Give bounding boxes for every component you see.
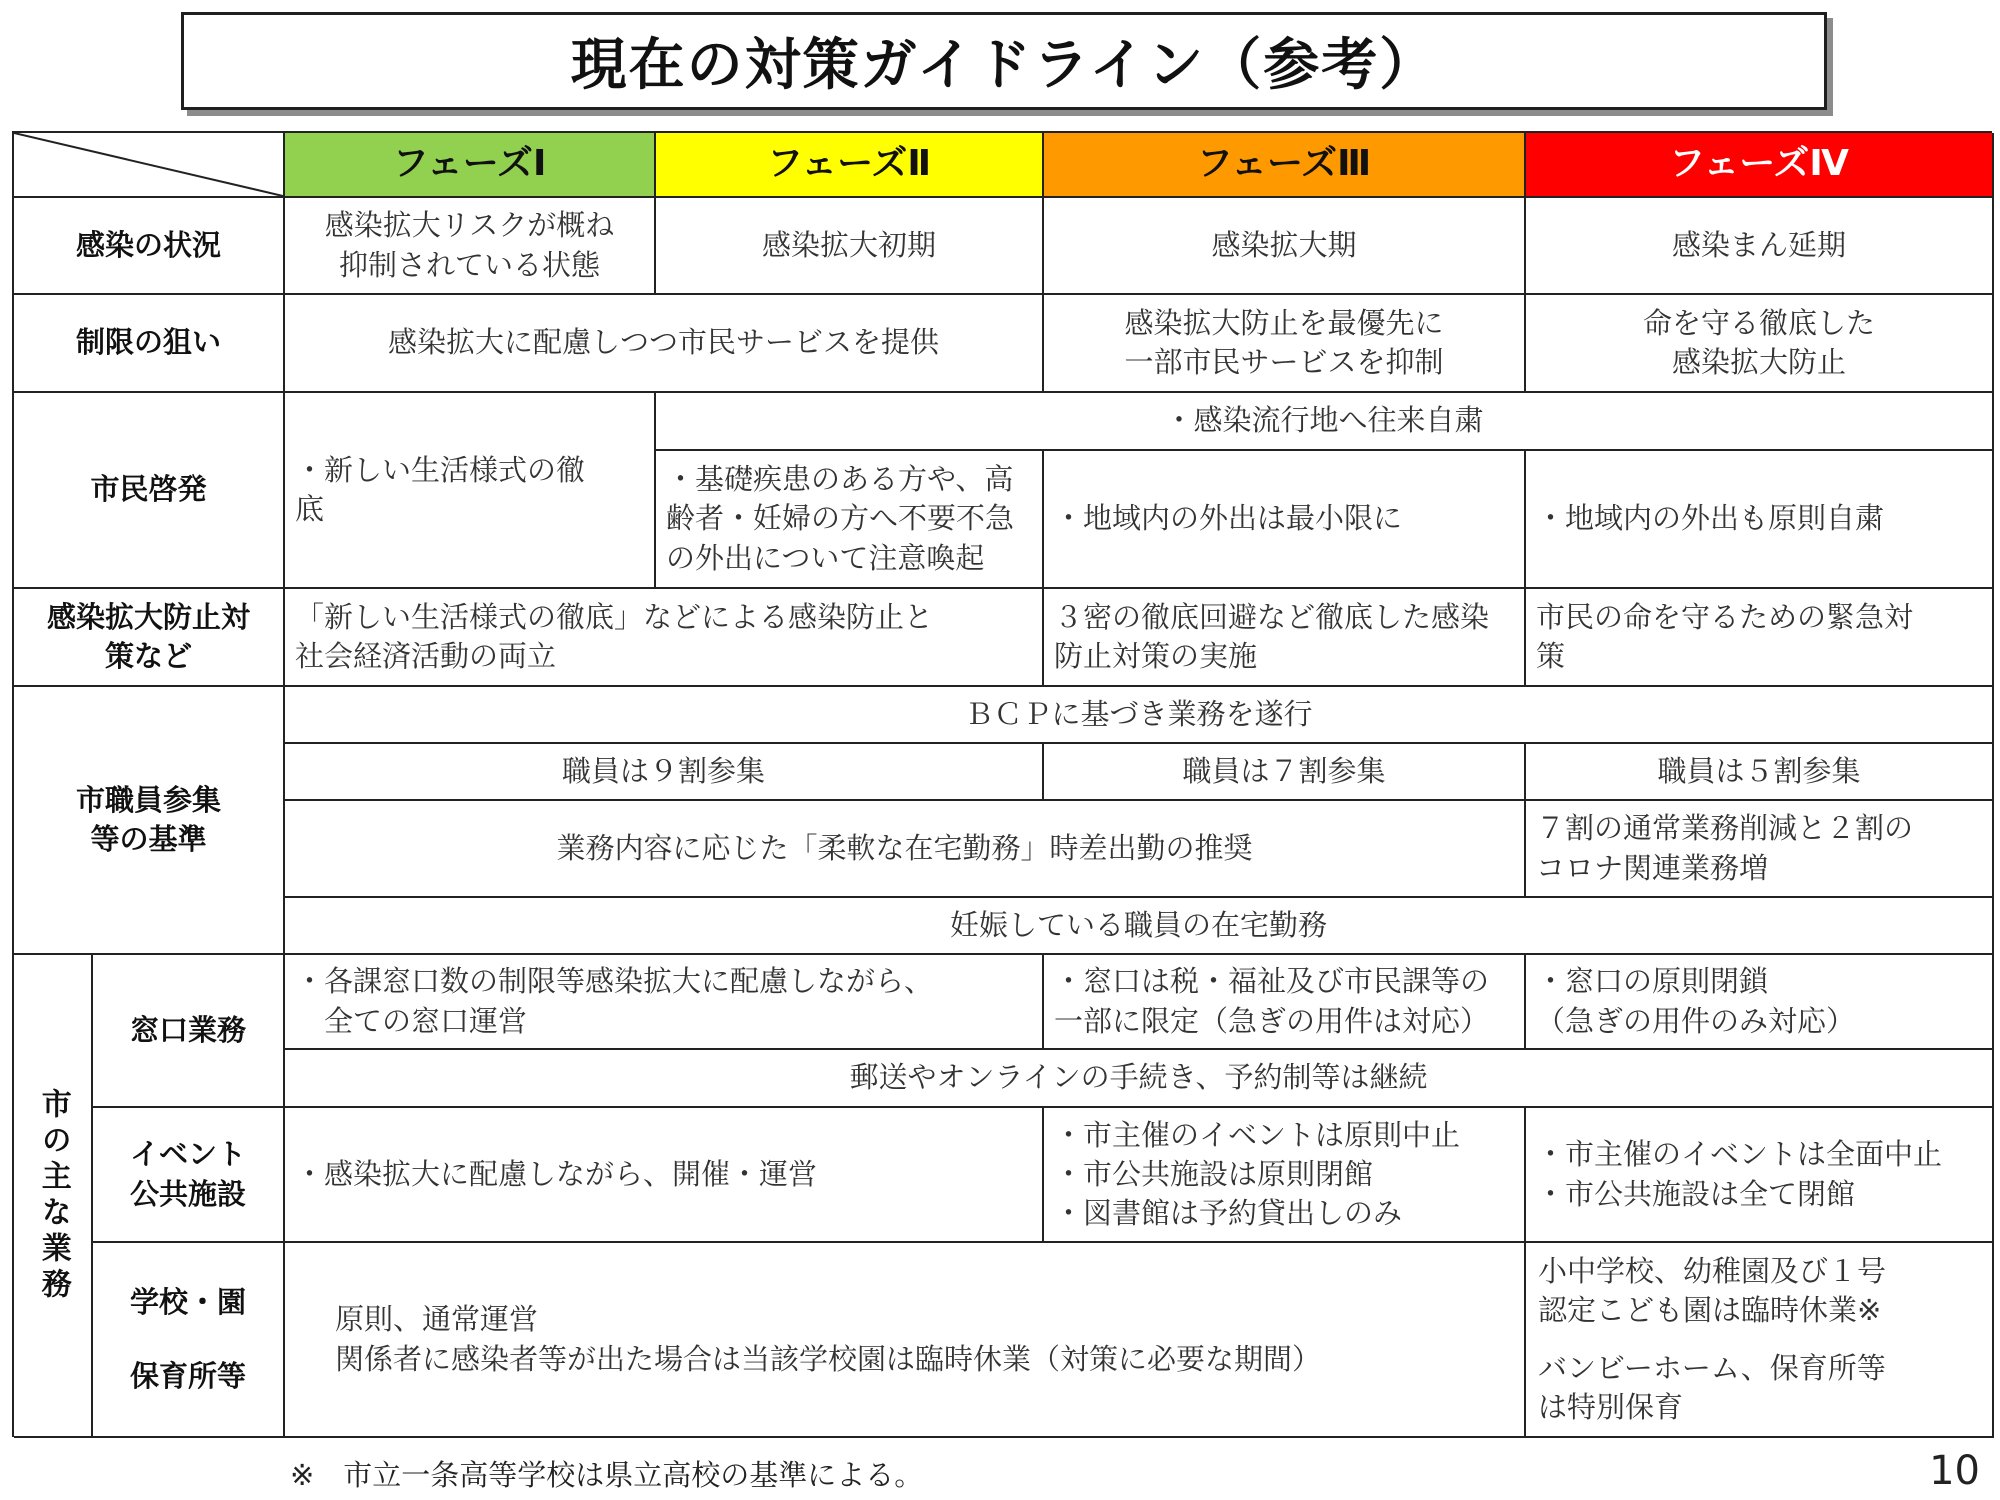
event-phase-4: ・市主催のイベントは全面中止 ・市公共施設は全て閉館 [1526, 1108, 1994, 1243]
row-label-awareness: 市民啓発 [14, 393, 285, 589]
infection-phase-4: 感染まん延期 [1526, 198, 1994, 295]
awareness-phase-3: ・地域内の外出は最小限に [1044, 451, 1526, 589]
staff-ratio-phase-3: 職員は７割参集 [1044, 744, 1526, 801]
counter-phase-1-2: ・各課窓口数の制限等感染拡大に配慮しながら、 全ての窓口運営 [285, 955, 1044, 1050]
event-phase-1-2: ・感染拡大に配慮しながら、開催・運営 [285, 1108, 1044, 1243]
aim-phase-1-2: 感染拡大に配慮しつつ市民サービスを提供 [285, 295, 1044, 393]
infection-phase-2: 感染拡大初期 [656, 198, 1044, 295]
page-title: 現在の対策ガイドライン（参考） [570, 33, 1438, 98]
footnote: ※ 市立一条高等学校は県立高校の基準による。 [290, 1458, 924, 1492]
sub-label-school-2: 保育所等 [129, 1358, 246, 1393]
phase-3-header: フェーズⅢ [1044, 133, 1526, 198]
infection-phase-1: 感染拡大リスクが概ね 抑制されている状態 [285, 198, 656, 295]
staff-ratio-phase-4: 職員は５割参集 [1526, 744, 1994, 801]
row-label-infection: 感染の状況 [14, 198, 285, 295]
phase-1-header: フェーズⅠ [285, 133, 656, 198]
awareness-phase-2: ・基礎疾患のある方や、高 齢者・妊婦の方へ不要不急 の外出について注意喚起 [656, 451, 1044, 589]
header-corner [14, 133, 285, 198]
guideline-table [12, 131, 1992, 1437]
school-phase-4 [1526, 1243, 1994, 1438]
awareness-phase-4: ・地域内の外出も原則自粛 [1526, 451, 1994, 589]
sub-label-event: イベント 公共施設 [93, 1108, 285, 1243]
row-label-staff: 市職員参集 等の基準 [14, 687, 285, 955]
page-number: 10 [1929, 1448, 1980, 1494]
measures-phase-4: 市民の命を守るための緊急対 策 [1526, 589, 1994, 687]
measures-phase-3: ３密の徹底回避など徹底した感染 防止対策の実施 [1044, 589, 1526, 687]
counter-phase-4: ・窓口の原則閉鎖 （急ぎの用件のみ対応） [1526, 955, 1994, 1050]
counter-online: 郵送やオンラインの手続き、予約制等は継続 [285, 1050, 1994, 1108]
measures-phase-1-2: 「新しい生活様式の徹底」などによる感染防止と 社会経済活動の両立 [285, 589, 1044, 687]
awareness-phase-2-4: ・感染流行地へ往来自粛 [656, 393, 1994, 451]
staff-ratio-phase-1-2: 職員は９割参集 [285, 744, 1044, 801]
school-phase-1-3: 原則、通常運営 関係者に感染者等が出た場合は当該学校園は臨時休業（対策に必要な期間） [285, 1243, 1526, 1438]
school-phase-4-nursery: バンビーホーム、保育所等 は特別保育 [1538, 1350, 1886, 1424]
title-box [181, 12, 1827, 110]
diagonal-line [14, 133, 283, 196]
sub-label-counter: 窓口業務 [93, 955, 285, 1108]
staff-work-phase-1-3: 業務内容に応じた「柔軟な在宅勤務」時差出勤の推奨 [285, 801, 1526, 898]
phase-4-header: フェーズⅣ [1526, 133, 1994, 198]
staff-work-phase-4: ７割の通常業務削減と２割の コロナ関連業務増 [1526, 801, 1994, 898]
school-phase-4-schools: 小中学校、幼稚園及び１号 認定こども園は臨時休業※ [1538, 1254, 1887, 1328]
awareness-phase-1: ・新しい生活様式の徹 底 [285, 393, 656, 589]
event-phase-3: ・市主催のイベントは原則中止 ・市公共施設は原則閉館 ・図書館は予約貸出しのみ [1044, 1108, 1526, 1243]
row-label-main-work: 市の主な業務 [14, 955, 93, 1438]
phase-2-header: フェーズⅡ [656, 133, 1044, 198]
row-label-measures: 感染拡大防止対 策など [14, 589, 285, 687]
staff-bcp: ＢＣＰに基づき業務を遂行 [285, 687, 1994, 744]
sub-label-school-1: 学校・園 [129, 1285, 246, 1320]
row-label-aim: 制限の狙い [14, 295, 285, 393]
sub-label-school [93, 1243, 285, 1438]
counter-phase-3: ・窓口は税・福祉及び市民課等の 一部に限定（急ぎの用件は対応） [1044, 955, 1526, 1050]
infection-phase-3: 感染拡大期 [1044, 198, 1526, 295]
aim-phase-3: 感染拡大防止を最優先に 一部市民サービスを抑制 [1044, 295, 1526, 393]
aim-phase-4: 命を守る徹底した 感染拡大防止 [1526, 295, 1994, 393]
staff-pregnant: 妊娠している職員の在宅勤務 [285, 898, 1994, 955]
